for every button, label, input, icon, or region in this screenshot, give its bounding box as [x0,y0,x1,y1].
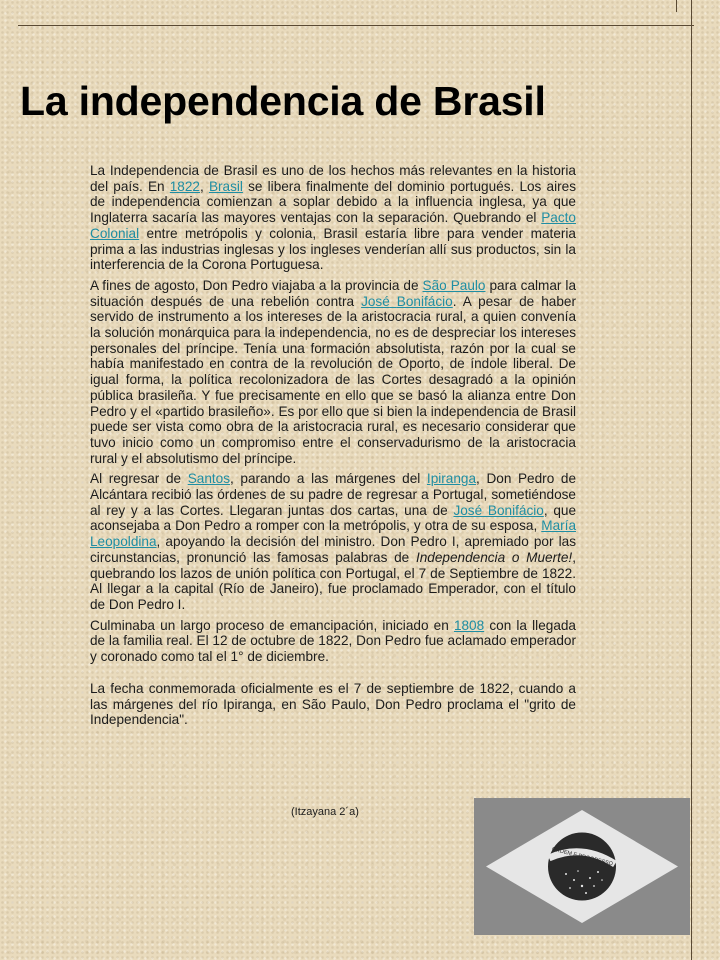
text: . A pesar de haber servido de instrumento a los intereses de la aristocracia rural, a quien convenía la solución monárquica para la independencia, no es de despreciar los intereses personales del príncipe. Tenía una formación absolutista, razón por la cual se había manifestado en contra de la revolución de Oporto, de índole liberal. De igual forma, la política recolonizadora de las Cortes desagradó a la opinión pública brasileña. Y fue precisamente en ello que se basó la alianza entre Don Pedro y el «partido brasileño». Es por ello que si bien la independencia de Brasil puede ser vista como obra de la aristocracia rural, es necesario considerar que tuvo inicio como un compromiso entre el conservadurismo de la aristocracia rural y el absolutismo del príncipe. [90,293,576,466]
flag-globe [548,833,616,901]
link-maria-leopoldina[interactable]: María Leopoldina [90,518,576,550]
link-sao-paulo[interactable]: São Paulo [422,277,486,293]
brazil-flag-image [474,798,690,935]
link-pacto-colonial[interactable]: Pacto Colonial [90,210,576,241]
top-divider [18,25,694,26]
text: A fines de agosto, Don Pedro viajaba a la provincia de [90,277,423,293]
link-jose-bonifacio-2[interactable]: José Bonifácio [453,502,544,518]
text: , quebrando los lazos de unión política con Portugal, el 7 de Septiembre de 1822. Al llegar a la capital (Río de Janeiro), fue proclamado Emperador, con el título de Don Pedro I. [90,549,576,612]
link-brasil[interactable]: Brasil [208,178,243,194]
link-1822[interactable]: 1822 [169,178,200,194]
text: Al regresar de [90,471,188,487]
flag-motto: ORDEM E PROGRESSO [551,846,614,868]
paragraph-2 [90,278,576,466]
text: , [200,178,209,194]
link-text: Bonifácio [396,293,453,309]
emphasis-quote: Independencia o Muerte! [415,549,573,565]
text: , parando a las márgenes del [230,471,427,487]
link-santos[interactable]: Santos [187,471,231,487]
author-credit: (Itzayana 2´a) [291,806,359,818]
link-text: José [361,293,390,309]
right-divider [691,0,692,960]
paragraph-4 [90,618,576,665]
page-title: La independencia de Brasil [20,78,546,124]
text: , Don Pedro de Alcántara recibió las órdenes de su padre de regresar a Portugal, sometiéndose al rey y a las Cortes. Llegaran juntas dos cartas, una de [90,471,577,518]
link-1808[interactable]: 1808 [453,617,485,633]
text: , que aconsejaba a Don Pedro a romper con la metrópolis, y otra de su esposa, [90,502,577,534]
link-ipiranga[interactable]: Ipiranga [426,471,477,487]
text: , apoyando la decisión del ministro. Don Pedro I, apremiado por las circunstancias, pronunció las famosas palabras de [90,534,576,565]
text: con la llegada de la familia real. El 12 de octubre de 1822, Don Pedro fue aclamado emperador y coronado como tal el 1° de diciembre. [90,617,576,665]
text: se libera finalmente del dominio portugués. Los aires de independencia comienzan a soplar debido a la influencia inglesa, ya que Inglaterra sacaría las mayores ventajas con la separación. Quebrando el [90,178,576,226]
article-body [90,163,576,733]
paragraph-5: La fecha conmemorada oficialmente es el 7 de septiembre de 1822, cuando a las márgenes del río Ipiranga, en São Paulo, Don Pedro proclama el "grito de Independencia". [90,680,576,728]
paragraph-1 [90,163,576,273]
paragraph-3 [90,471,576,612]
corner-divider [676,0,677,12]
text: La Independencia de Brasil es uno de los hechos más relevantes en la historia del país. En [90,163,576,194]
text: para calmar la situación después de una rebelión contra [90,277,577,309]
link-jose-bonifacio[interactable] [361,294,453,309]
text: Culminaba un largo proceso de emancipación, iniciado en [90,617,454,633]
text: entre metrópolis y colonia, Brasil estaría libre para vender materia prima a las industrias inglesas y los ingleses venderían allí sus productos, sin la interferencia de la Corona Portuguesa. [90,225,576,273]
